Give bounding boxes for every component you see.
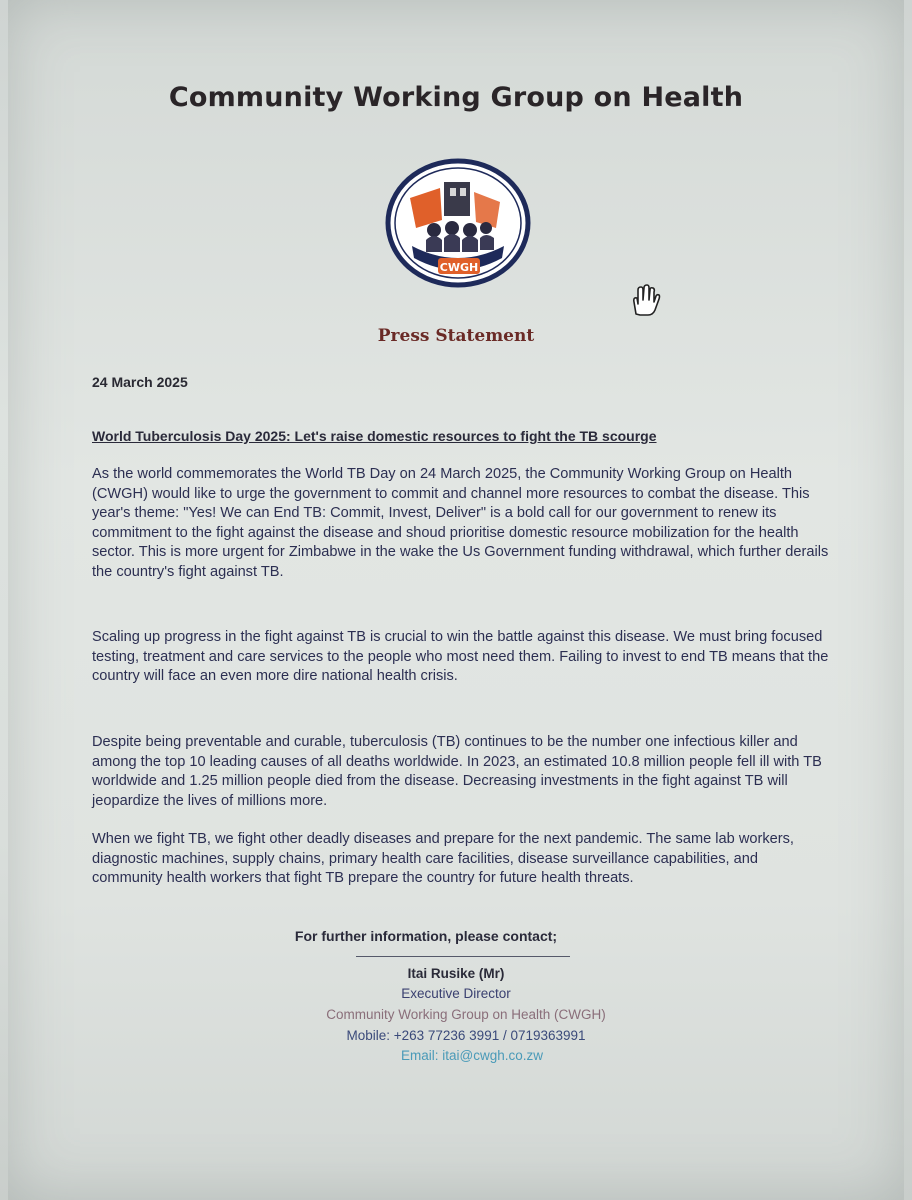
contact-intro: For further information, please contact;: [294, 928, 558, 944]
statement-date: 24 March 2025: [92, 374, 188, 390]
document-page: [8, 0, 904, 1200]
body-paragraph: Scaling up progress in the fight against TB is crucial to win the battle against this disease. We must bring focused testing, treatment and care services to the people who most need them. Failing to invest to end TB means that the country will face an even more dire national health crisis.: [92, 629, 829, 684]
contact-email[interactable]: Email: itai@cwgh.co.zw: [401, 1048, 543, 1063]
statement-headline: World Tuberculosis Day 2025: Let's raise domestic resources to fight the TB scourge: [92, 428, 657, 444]
organization-title: Community Working Group on Health: [168, 82, 744, 113]
hand-cursor-icon: [624, 280, 664, 320]
body-paragraph: Despite being preventable and curable, tuberculosis (TB) continues to be the number one infectious killer and among the top 10 leading causes of all deaths worldwide. In 2023, an estimated 10.8 million people fell ill with TB worldwide and 1.25 million people died from the disease. Decreasing investments in the fight against TB will jeopardize the lives of millions more.: [92, 734, 822, 809]
signature-line: [356, 956, 570, 957]
cwgh-logo: [382, 158, 534, 288]
contact-name: Itai Rusike (Mr): [407, 966, 505, 981]
logo-lettering: CWGH: [439, 261, 479, 274]
contact-role: Executive Director: [401, 986, 511, 1001]
contact-organization: Community Working Group on Health (CWGH): [326, 1007, 606, 1022]
press-statement-label: Press Statement: [377, 326, 535, 346]
body-paragraph: As the world commemorates the World TB Day on 24 March 2025, the Community Working Group on Health (CWGH) would like to urge the government to commit and channel more resources to combat the disease. This year's theme: "Yes! We can End TB: Commit, Invest, Deliver" is a bold call for our government to renew its commitment to the fight against the disease and shoud prioritise domestic resource mobilization for the health sector. This is more urgent for Zimbabwe in the wake the Us Government funding withdrawal, which further derails the country's fight against TB.: [92, 466, 829, 580]
contact-mobile: Mobile: +263 77236 3991 / 0719363991: [346, 1028, 586, 1043]
body-paragraph: When we fight TB, we fight other deadly diseases and prepare for the next pandemic. The same lab workers, diagnostic machines, supply chains, primary health care facilities, disease surveillance capabilities, and community health workers that fight TB prepare the country for future health threats.: [92, 831, 794, 886]
